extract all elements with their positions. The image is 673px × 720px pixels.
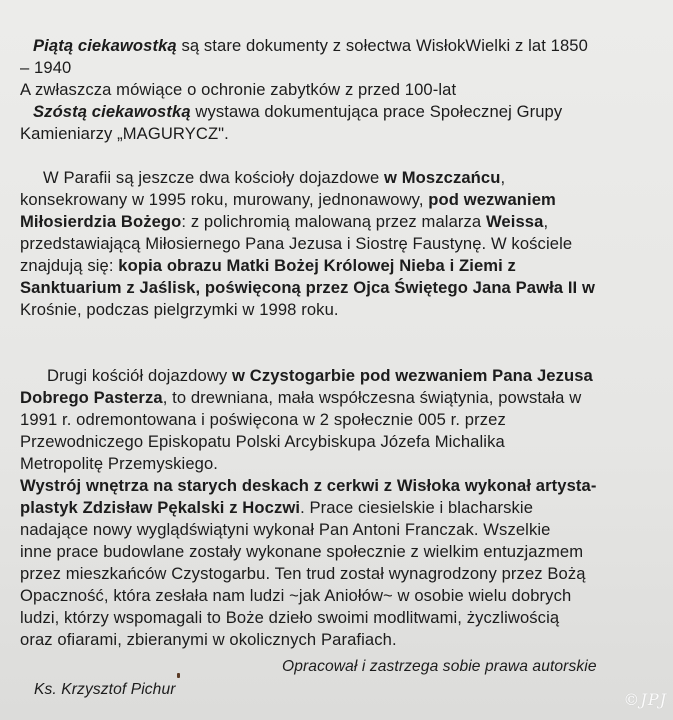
photographer-watermark: ©JPJ [623,690,667,709]
paper-speck [177,673,180,678]
copyright-note: Opracował i zastrzega sobie prawa autorskie [282,658,597,675]
p3-line-2: Dobrego Pasterza, to drewniana, mała współczesna świątynia, powstała w [20,388,582,407]
p3-line-13: oraz ofiarami, zbieranymi w okolicznych Parafiach. [20,630,397,649]
p1-line-5: Kamieniarzy „MAGURYCZ". [20,124,229,143]
p1-line-3: A zwłaszcza mówiące o ochronie zabytków z przed 100-lat [20,80,457,99]
p3-line-5: Metropolitę Przemyskiego. [20,454,219,473]
p2-line-1: W Parafii są jeszcze dwa kościoły dojazdowe w Moszczańcu, [43,168,506,187]
p2-line-5: znajdują się: kopia obrazu Matki Bożej Królowej Nieba i Ziemi z [20,256,516,275]
p1-line-2: – 1940 [20,58,72,77]
author-signature: Ks. Krzysztof Pichur [34,681,176,698]
p3-line-6: Wystrój wnętrza na starych deskach z cerkwi z Wisłoka wykonał artysta- [20,476,597,495]
p2-line-6: Sanktuarium z Jaślisk, poświęconą przez Ojca Świętego Jana Pawła II w [20,278,595,297]
p1-line-4: Szóstą ciekawostką wystawa dokumentująca prace Społecznej Grupy [33,102,563,121]
p3-line-7: plastyk Zdzisław Pękalski z Hoczwi. Prace ciesielskie i blacharskie [20,498,534,517]
p3-line-12: ludzi, którzy wspomagali to Boże dzieło swoimi modlitwami, życzliwością [20,608,560,627]
p3-line-10: przez mieszkańców Czystogarbu. Ten trud został wynagrodzony przez Bożą [20,564,586,583]
p2-line-2: konsekrowany w 1995 roku, murowany, jednonawowy, pod wezwaniem [20,190,556,209]
p3-line-3: 1991 r. odremontowana i poświęcona w 2 społecznie 005 r. przez [20,410,506,429]
p3-line-8: nadające nowy wyglądświątyni wykonał Pan Antoni Franczak. Wszelkie [20,520,551,539]
p2-line-7: Krośnie, podczas pielgrzymki w 1998 roku. [20,300,339,319]
p3-line-1: Drugi kościół dojazdowy w Czystogarbie pod wezwaniem Pana Jezusa [47,366,593,385]
p2-line-4: przedstawiającą Miłosiernego Pana Jezusa i Siostrę Faustynę. W kościele [20,234,573,253]
fifth-curiosity-lead: Piątą ciekawostką [33,36,177,55]
p3-line-9: inne prace budowlane zostały wykonane społecznie z wielkim entuzjazmem [20,542,584,561]
p3-line-11: Opaczność, która zesłała nam ludzi ~jak Aniołów~ w osobie wielu dobrych [20,586,572,605]
p1-line-1: Piątą ciekawostką są stare dokumenty z sołectwa WisłokWielki z lat 1850 [33,36,588,55]
sixth-curiosity-lead: Szóstą ciekawostką [33,102,191,121]
p2-line-3: Miłosierdzia Bożego: z polichromią malowaną przez malarza Weissa, [20,212,549,231]
p3-line-4: Przewodniczego Episkopatu Polski Arcybiskupa Józefa Michalika [20,432,505,451]
